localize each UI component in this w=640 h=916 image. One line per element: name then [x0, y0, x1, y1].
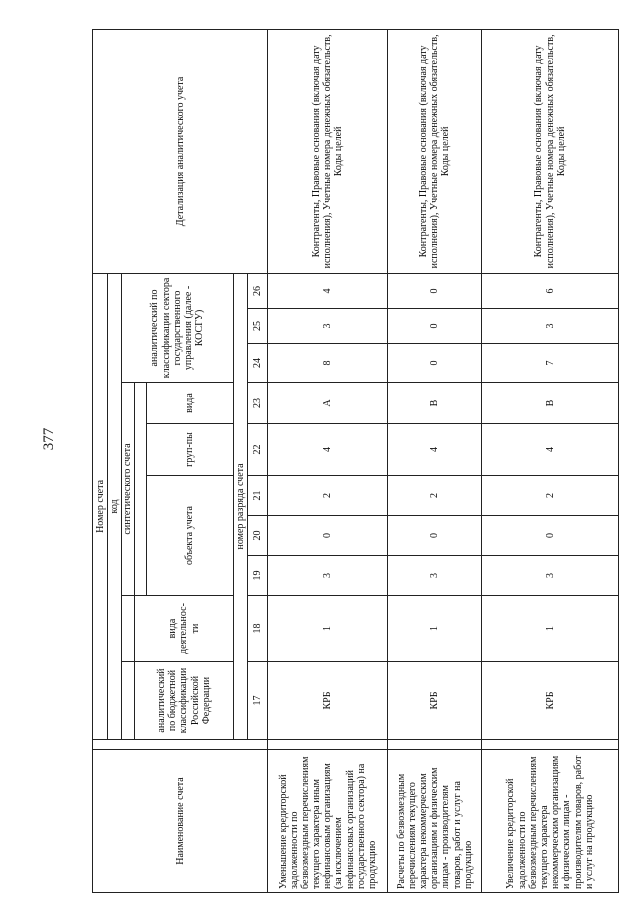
row-spacer	[268, 740, 388, 750]
activity-code: 1	[268, 596, 388, 662]
kind-code: В	[388, 383, 482, 424]
digit-20: 0	[482, 516, 619, 556]
header-details: Детализация аналитического учета	[93, 29, 268, 273]
spacer-col	[93, 740, 268, 750]
header-activity-type: вида деятельнос-ти	[134, 596, 233, 662]
group-code: 4	[388, 424, 482, 476]
row-spacer	[482, 740, 619, 750]
header-account-object: объекта учета	[146, 476, 233, 596]
column-number: 26	[247, 273, 268, 308]
column-number: 20	[247, 516, 268, 556]
activity-code: 1	[388, 596, 482, 662]
kind-code: А	[268, 383, 388, 424]
header-code: код	[108, 273, 121, 739]
accounts-table	[92, 29, 619, 893]
analytics-details: Контрагенты, Правовые основания (включая дату исполнения), Учетные номера денежных обязательств, Коды целей	[388, 29, 482, 273]
header-spacer	[121, 662, 134, 740]
group-code: 4	[482, 424, 619, 476]
kosgu-24: 7	[482, 344, 619, 383]
header-group: груп-пы	[146, 424, 233, 476]
row-spacer	[388, 740, 482, 750]
header-spacer	[134, 383, 146, 596]
kosgu-24: 8	[268, 344, 388, 383]
header-analytical-kosgu: аналитический по классификации сектора государственного управления (далее - КОСГУ)	[121, 273, 234, 382]
page-number: 377	[41, 427, 57, 451]
column-number: 24	[247, 344, 268, 383]
column-number: 18	[247, 596, 268, 662]
budget-code: КРБ	[388, 662, 482, 740]
table-row	[388, 29, 482, 892]
column-number: 22	[247, 424, 268, 476]
digit-19: 3	[388, 556, 482, 596]
digit-20: 0	[268, 516, 388, 556]
column-number: 21	[247, 476, 268, 516]
analytics-details: Контрагенты, Правовые основания (включая дату исполнения), Учетные номера денежных обязательств, Коды целей	[268, 29, 388, 273]
budget-code: КРБ	[268, 662, 388, 740]
digit-20: 0	[388, 516, 482, 556]
kosgu-26: 6	[482, 273, 619, 308]
activity-code: 1	[482, 596, 619, 662]
digit-21: 2	[482, 476, 619, 516]
header-name: Наименование счета	[93, 750, 268, 893]
budget-code: КРБ	[482, 662, 619, 740]
digit-19: 3	[482, 556, 619, 596]
kosgu-24: 0	[388, 344, 482, 383]
header-analytical-budget: аналитический по бюджетной классификации Российской Федерации	[134, 662, 233, 740]
digit-19: 3	[268, 556, 388, 596]
account-name: Уменьшение кредиторской задолженности по безвозмездным перечислениям текущего характера иным нефинансовым организациям (за исключением нефинансовых организаций государственного сектора) на продукцию	[268, 750, 388, 893]
header-kind: вида	[146, 383, 233, 424]
header-digit-number: номер разряда счета	[234, 273, 247, 739]
table-row	[268, 29, 388, 892]
kosgu-26: 0	[388, 273, 482, 308]
header-synthetic: синтетического счета	[121, 383, 134, 596]
kosgu-25: 3	[482, 309, 619, 344]
header-spacer	[121, 596, 134, 662]
account-name: Расчеты по безвозмездным перечислениям текущего характера некоммерческим организациям и физическим лицам - производителям товаров, работ и услуг на продукцию	[388, 750, 482, 893]
kosgu-25: 3	[268, 309, 388, 344]
group-code: 4	[268, 424, 388, 476]
kosgu-25: 0	[388, 309, 482, 344]
digit-21: 2	[268, 476, 388, 516]
column-number: 25	[247, 309, 268, 344]
header-account-number: Номер счета	[93, 273, 108, 739]
kosgu-26: 4	[268, 273, 388, 308]
table-row	[482, 29, 619, 892]
digit-21: 2	[388, 476, 482, 516]
kind-code: В	[482, 383, 619, 424]
column-number: 19	[247, 556, 268, 596]
column-number: 17	[247, 662, 268, 740]
column-number: 23	[247, 383, 268, 424]
account-name: Увеличение кредиторской задолженности по безвозмездным перечислениям текущего характера некоммерческим организациям и физическим лицам - производителям товаров, работ и услуг на продукцию	[482, 750, 619, 893]
analytics-details: Контрагенты, Правовые основания (включая дату исполнения), Учетные номера денежных обязательств, Коды целей	[482, 29, 619, 273]
rotated-table-container	[92, 30, 619, 893]
